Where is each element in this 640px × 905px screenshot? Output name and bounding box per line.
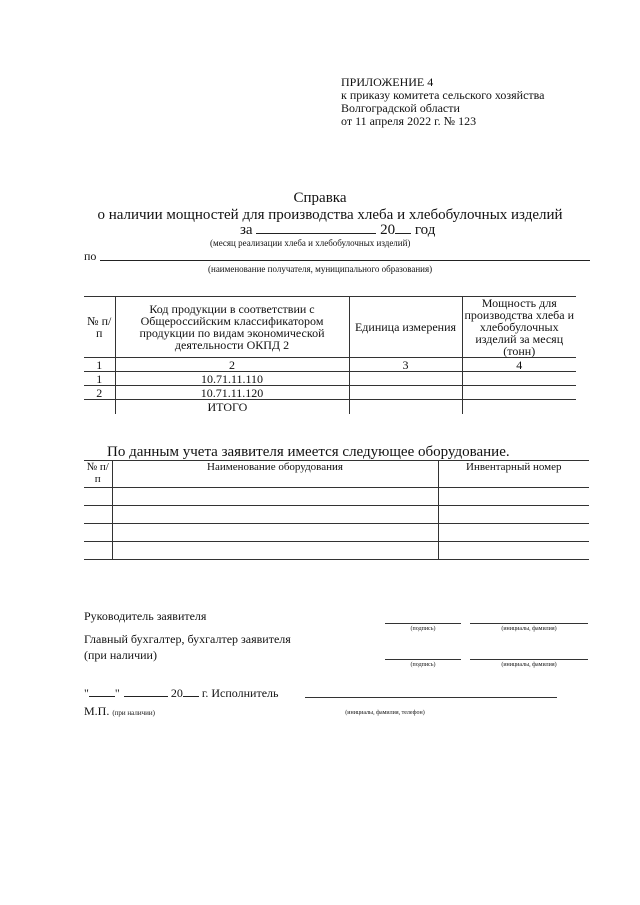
row-capacity-cell[interactable] <box>462 372 576 386</box>
column-number: 2 <box>115 358 349 372</box>
row-unit-cell[interactable] <box>349 386 462 400</box>
equipment-inventory-cell[interactable] <box>438 542 589 560</box>
accountant-signature-label: Главный бухгалтер, бухгалтер заявителя <box>84 632 291 646</box>
equipment-header-inventory: Инвентарный номер <box>438 461 589 488</box>
row-product-code: 10.71.11.110 <box>115 372 349 386</box>
row-unit-cell[interactable] <box>349 372 462 386</box>
column-number: 1 <box>84 358 115 372</box>
equipment-header-name: Наименование оборудования <box>112 461 438 488</box>
equipment-number-cell[interactable] <box>84 524 112 542</box>
accountant-signature-caption: (подпись) <box>410 662 436 668</box>
appendix-region: Волгоградской области <box>341 101 460 115</box>
accountant-signature-field[interactable] <box>385 659 461 660</box>
capacity-table <box>84 296 576 414</box>
equipment-inventory-cell[interactable] <box>438 524 589 542</box>
header-product-code: Код продукции в соответствии с Общероссийским классификатором продукции по видам экономической деятельности ОКПД 2 <box>115 297 349 358</box>
date-close-quote: " <box>114 686 120 700</box>
table-row <box>84 542 589 560</box>
table-row <box>84 386 576 400</box>
column-number: 3 <box>349 358 462 372</box>
row-number: 2 <box>84 386 115 400</box>
row-capacity-cell[interactable] <box>462 386 576 400</box>
accountant-name-field[interactable] <box>470 659 588 660</box>
period-za: за <box>240 222 253 238</box>
table-row <box>84 506 589 524</box>
executor-field[interactable] <box>305 697 557 698</box>
head-signature-label: Руководитель заявителя <box>84 609 207 623</box>
date-open-quote: " <box>84 686 89 700</box>
equipment-name-cell[interactable] <box>112 506 438 524</box>
equipment-table <box>84 460 589 560</box>
appendix-header <box>341 76 545 128</box>
header-unit: Единица измерения <box>349 297 462 358</box>
head-name-field[interactable] <box>470 623 588 624</box>
head-name-caption: (инициалы, фамилия) <box>501 626 557 632</box>
column-numbers-row <box>84 358 576 372</box>
document-title: Справка <box>293 190 347 206</box>
total-capacity-cell[interactable] <box>462 400 576 415</box>
total-empty-cell <box>84 400 115 415</box>
period-month-field[interactable] <box>256 221 376 234</box>
equipment-header-number: № п/п <box>84 461 112 488</box>
total-unit-cell[interactable] <box>349 400 462 415</box>
equipment-inventory-cell[interactable] <box>438 488 589 506</box>
head-signature-field[interactable] <box>385 623 461 624</box>
table-row <box>84 372 576 386</box>
date-executor-line <box>84 686 279 701</box>
period-year-suffix: год <box>414 222 436 238</box>
accountant-name-caption: (инициалы, фамилия) <box>501 662 557 668</box>
executor-label: г. Исполнитель <box>201 686 279 700</box>
date-year-field[interactable] <box>183 686 199 697</box>
capacity-table-header <box>84 297 576 358</box>
date-day-field[interactable] <box>89 686 115 697</box>
table-row <box>84 524 589 542</box>
equipment-intro: По данным учета заявителя имеется следующее оборудование. <box>107 444 510 460</box>
stamp-label: М.П. <box>84 704 110 718</box>
date-month-field[interactable] <box>124 686 168 697</box>
equipment-number-cell[interactable] <box>84 488 112 506</box>
column-number: 4 <box>462 358 576 372</box>
total-label: ИТОГО <box>115 400 349 415</box>
accountant-note: (при наличии) <box>84 648 157 662</box>
period-year-prefix: 20 <box>380 222 396 238</box>
period-caption: (месяц реализации хлеба и хлебобулочных изделий) <box>210 238 411 248</box>
total-row <box>84 400 576 415</box>
equipment-table-header <box>84 461 589 488</box>
equipment-name-cell[interactable] <box>112 524 438 542</box>
equipment-name-cell[interactable] <box>112 488 438 506</box>
executor-caption: (инициалы, фамилия, телефон) <box>345 710 425 716</box>
header-capacity: Мощность для производства хлеба и хлебобулочных изделий за месяц (тонн) <box>462 297 576 358</box>
period-line <box>240 221 435 239</box>
stamp-note: (при наличии) <box>112 709 155 717</box>
equipment-name-cell[interactable] <box>112 542 438 560</box>
equipment-number-cell[interactable] <box>84 506 112 524</box>
equipment-number-cell[interactable] <box>84 542 112 560</box>
head-signature-caption: (подпись) <box>410 626 436 632</box>
row-product-code: 10.71.11.120 <box>115 386 349 400</box>
stamp-line <box>84 704 155 719</box>
recipient-field[interactable] <box>100 260 590 261</box>
equipment-inventory-cell[interactable] <box>438 506 589 524</box>
date-year-prefix: 20 <box>170 686 183 700</box>
recipient-label: по <box>84 249 97 263</box>
recipient-caption: (наименование получателя, муниципального образования) <box>208 264 433 274</box>
row-number: 1 <box>84 372 115 386</box>
appendix-date: от 11 апреля 2022 г. № 123 <box>341 114 477 128</box>
appendix-title: ПРИЛОЖЕНИЕ 4 <box>341 75 434 89</box>
appendix-order-line: к приказу комитета сельского хозяйства <box>341 88 545 102</box>
period-year-field[interactable] <box>395 221 411 234</box>
document-subtitle: о наличии мощностей для производства хлеба и хлебобулочных изделий <box>97 207 563 223</box>
table-row <box>84 488 589 506</box>
header-number: № п/п <box>84 297 115 358</box>
